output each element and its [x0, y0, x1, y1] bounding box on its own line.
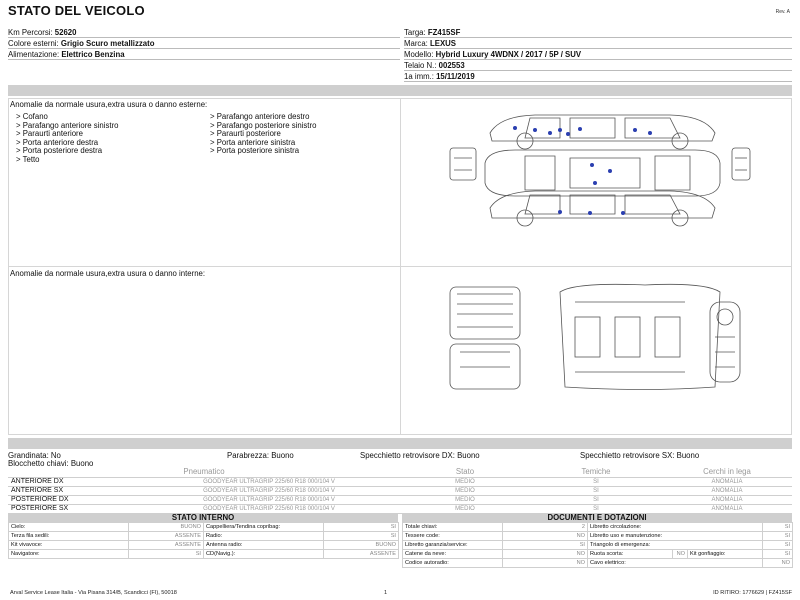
doc-label: Libretto uso e manutenzione: — [588, 532, 763, 541]
tire-status: MEDIO — [400, 477, 530, 486]
tires-header: Cerchi in lega — [662, 467, 792, 477]
interior-car-diagram — [445, 282, 775, 392]
tire-thermal: SI — [530, 504, 662, 513]
table-row — [8, 504, 792, 513]
tire-position: ANTERIORE SX — [8, 486, 138, 495]
info-label: Colore esterni: — [8, 39, 61, 48]
info-row-plate — [404, 27, 792, 38]
doc-value: SI — [503, 541, 588, 550]
doc-label: Totale chiavi: — [403, 523, 503, 532]
doc-label: Libretto circolazione: — [588, 523, 763, 532]
status-value: ASSENTE — [129, 541, 204, 550]
table-row — [9, 523, 399, 532]
interior-status-title: STATO INTERNO — [8, 513, 398, 522]
status-label: CD(Navig.): — [204, 550, 324, 559]
info-label: Modello: — [404, 50, 436, 59]
info-value: Grigio Scuro metallizzato — [60, 39, 155, 48]
doc-label: Triangolo di emergenza: — [588, 541, 763, 550]
tire-thermal: SI — [530, 486, 662, 495]
status-value: SI — [324, 523, 399, 532]
tires-header-row — [8, 467, 792, 477]
status-label: Navigatore: — [9, 550, 129, 559]
doc-label: Codice autoradio: — [403, 559, 503, 568]
tires-table — [8, 467, 792, 514]
doc-label: Tessere code: — [403, 532, 503, 541]
info-value: 15/11/2019 — [436, 72, 475, 81]
doc-label: Cavo elettrico: — [588, 559, 763, 568]
footer-company: Arval Service Lease Italia - Via Pisana 314/B, Scandicci (FI), 50018 — [10, 590, 177, 596]
doc-value: NO — [503, 550, 588, 559]
info-value: Hybrid Luxury 4WDNX / 2017 / 5P / SUV — [435, 50, 582, 59]
info-label: Km Percorsi: — [8, 28, 55, 37]
doc-value: NO — [503, 532, 588, 541]
doc-value: SI — [763, 550, 793, 559]
damage-item: > Tetto — [16, 154, 40, 164]
doc-label: Libretto garanzia/service: — [403, 541, 503, 550]
info-row-model — [404, 49, 792, 60]
doc-value: SI — [763, 541, 793, 550]
doc-label: Kit gonfiaggio: — [688, 550, 763, 559]
documents-title: DOCUMENTI E DOTAZIONI — [402, 513, 792, 522]
info-label: Alimentazione: — [8, 50, 62, 59]
info-label: Targa: — [404, 28, 428, 37]
status-value: SI — [129, 550, 204, 559]
tire-rim: ANOMALIA — [662, 486, 792, 495]
damage-item: > Porta anteriore destra — [16, 137, 99, 147]
summary-key-lock: Blocchetto chiavi: Buono — [8, 459, 94, 468]
info-row-fuel — [8, 49, 400, 60]
tire-status: MEDIO — [400, 486, 530, 495]
tire-position: POSTERIORE DX — [8, 495, 138, 504]
tire-model: GOODYEAR ULTRAGRIP 225/60 R18 000/104 V — [138, 486, 400, 495]
damage-item: > Porta posteriore destra — [16, 146, 103, 156]
revision-label: Rev. A — [775, 9, 790, 15]
page-title: STATO DEL VEICOLO — [8, 3, 145, 18]
vehicle-info-right — [404, 27, 792, 82]
documents-table — [402, 522, 793, 568]
table-row — [9, 541, 399, 550]
info-label: Telaio N.: — [404, 61, 439, 70]
info-row-registration — [404, 71, 792, 82]
info-value: FZ415SF — [427, 28, 461, 37]
summary-hail: Grandinata: No — [8, 451, 61, 460]
table-row — [403, 541, 793, 550]
damage-item: > Porta anteriore sinistra — [210, 137, 296, 147]
status-value: ASSENTE — [129, 532, 204, 541]
damage-item: > Paraurti posteriore — [210, 129, 281, 139]
footer-id: ID RITIRO: 1776629 | FZ415SF — [713, 590, 792, 596]
tire-rim: ANOMALIA — [662, 504, 792, 513]
tires-header: Temiche — [530, 467, 662, 477]
table-row — [8, 486, 792, 495]
damage-item: > Parafango posteriore sinistro — [210, 120, 317, 130]
doc-value: SI — [763, 523, 793, 532]
info-value: 52620 — [54, 28, 77, 37]
status-value: BUONO — [129, 523, 204, 532]
tire-status: MEDIO — [400, 504, 530, 513]
damage-item: > Parafango anteriore sinistro — [16, 120, 119, 130]
tire-position: POSTERIORE SX — [8, 504, 138, 513]
table-row — [8, 477, 792, 486]
status-label: Terza fila sedili: — [9, 532, 129, 541]
doc-value: NO — [503, 559, 588, 568]
summary-windshield: Parabrezza: Buono — [227, 451, 294, 460]
damage-item: > Porta posteriore sinistra — [210, 146, 300, 156]
tire-position: ANTERIORE DX — [8, 477, 138, 486]
exterior-damage-list-2 — [210, 113, 316, 156]
doc-value: 2 — [503, 523, 588, 532]
table-row — [403, 523, 793, 532]
table-row — [403, 532, 793, 541]
tire-thermal: SI — [530, 495, 662, 504]
damage-item: > Cofano — [16, 112, 48, 121]
exterior-damage-list-1 — [16, 113, 119, 165]
info-label: Marca: — [404, 39, 430, 48]
tires-header: Pneumatico — [8, 467, 400, 477]
interior-damage-title: Anomalie da normale usura,extra usura o danno interne: — [10, 269, 206, 278]
panel-divider — [8, 266, 792, 267]
tire-rim: ANOMALIA — [662, 495, 792, 504]
doc-value: NO — [673, 550, 688, 559]
table-row — [9, 532, 399, 541]
status-label: Cielo: — [9, 523, 129, 532]
info-value: LEXUS — [430, 39, 456, 48]
damage-item: > Paraurti anteriore — [16, 129, 83, 139]
status-label: Cappelliera/Tendina copribag: — [204, 523, 324, 532]
doc-label: Catene da neve: — [403, 550, 503, 559]
doc-label: Ruota scorta: — [588, 550, 673, 559]
status-label: Antenna radio: — [204, 541, 324, 550]
doc-value: NO — [763, 559, 793, 568]
info-value: 002553 — [438, 61, 465, 70]
summary-mirror-right: Specchietto retrovisore DX: Buono — [360, 451, 480, 460]
tire-model: GOODYEAR ULTRAGRIP 225/60 R18 000/104 V — [138, 504, 400, 513]
interior-status-table — [8, 522, 399, 559]
section-divider-bar — [8, 85, 792, 96]
section-divider-bar — [8, 438, 792, 449]
info-value: Elettrico Benzina — [61, 50, 125, 59]
vehicle-info-left — [8, 27, 400, 60]
exterior-car-diagram — [440, 108, 760, 233]
summary-mirror-left: Specchietto retrovisore SX: Buono — [580, 451, 700, 460]
damage-item: > Parafango anteriore destro — [210, 112, 310, 121]
doc-value: SI — [763, 532, 793, 541]
info-label: 1a imm.: — [404, 72, 437, 81]
tires-header: Stato — [400, 467, 530, 477]
table-row — [9, 550, 399, 559]
tire-rim: ANOMALIA — [662, 477, 792, 486]
info-row-vin — [404, 60, 792, 71]
info-row-km — [8, 27, 400, 38]
table-row — [403, 550, 793, 559]
table-row — [403, 559, 793, 568]
tire-model: GOODYEAR ULTRAGRIP 225/60 R18 000/104 V — [138, 477, 400, 486]
status-label: Radio: — [204, 532, 324, 541]
tire-status: MEDIO — [400, 495, 530, 504]
status-value: ASSENTE — [324, 550, 399, 559]
tire-thermal: SI — [530, 477, 662, 486]
info-row-color — [8, 38, 400, 49]
table-row — [8, 495, 792, 504]
status-value: BUONO — [324, 541, 399, 550]
status-value: SI — [324, 532, 399, 541]
info-row-brand — [404, 38, 792, 49]
tire-model: GOODYEAR ULTRAGRIP 225/60 R18 000/104 V — [138, 495, 400, 504]
status-label: Kit vivavoce: — [9, 541, 129, 550]
exterior-damage-title: Anomalie da normale usura,extra usura o danno esterne: — [10, 100, 208, 109]
footer-page-number: 1 — [384, 590, 388, 596]
